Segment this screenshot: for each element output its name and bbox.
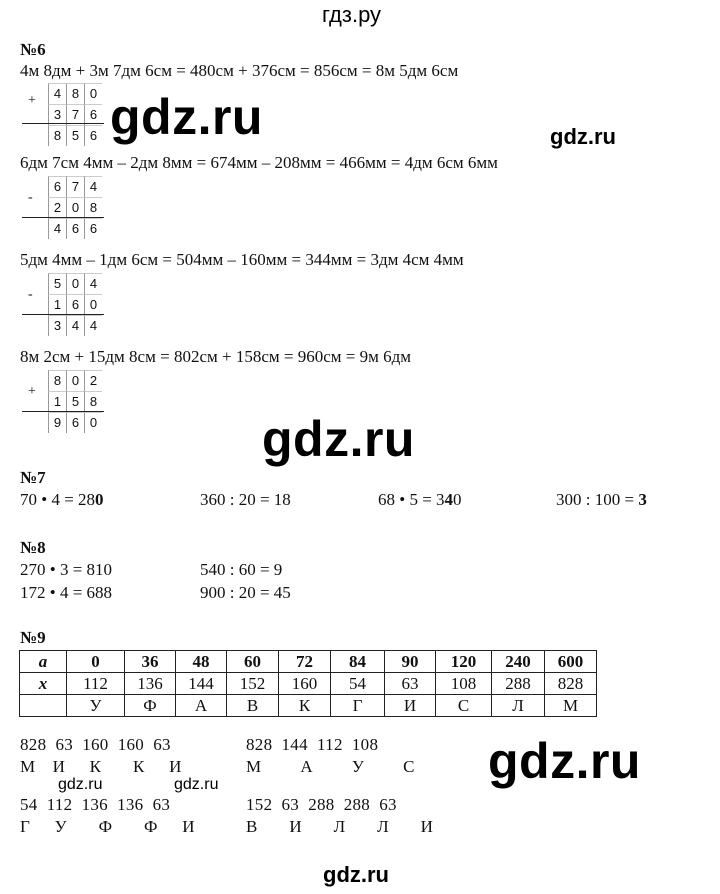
expression: 360 : 20 = 18	[200, 490, 291, 509]
sum-rule	[22, 123, 104, 124]
expression-tail: 0	[453, 490, 462, 509]
table-row-a	[20, 651, 597, 673]
digit: 4	[48, 83, 66, 104]
digit: 1	[48, 294, 66, 315]
decode-nums-2: 828 144 112 108	[246, 735, 379, 754]
digit: 8	[48, 370, 66, 391]
table-cell: С	[436, 695, 492, 717]
digit: 8	[66, 83, 84, 104]
expression: 300 : 100 =	[556, 490, 639, 509]
sum-rule	[22, 411, 104, 412]
bold-digit: 4	[444, 490, 454, 509]
decode-nums-4: 152 63 288 288 63	[246, 795, 397, 814]
table-cell: В	[227, 695, 279, 717]
task8-item-2: 540 : 60 = 9	[200, 560, 283, 579]
decode-nums-1: 828 63 160 160 63	[20, 735, 171, 754]
digit: 0	[66, 273, 84, 294]
calc-sign: +	[28, 93, 36, 108]
digit: 1	[48, 391, 66, 412]
table-cell: 136	[125, 673, 176, 695]
table-cell: 54	[331, 673, 385, 695]
task6-line-1: 4м 8дм + 3м 7дм 6см = 480см + 376см = 856см = 8м 5дм 6см	[20, 61, 459, 80]
digit: 7	[66, 176, 84, 197]
table-cell: 48	[176, 651, 227, 673]
task6-line-3: 5дм 4мм – 1дм 6см = 504мм – 160мм = 344мм = 3дм 4см 4мм	[20, 250, 464, 269]
task7-item-3	[378, 490, 462, 510]
digit: 3	[48, 315, 66, 336]
table-cell: 112	[67, 673, 125, 695]
digit: 2	[84, 370, 102, 391]
digit: 8	[84, 391, 102, 412]
task7-item-1	[20, 490, 104, 510]
digit: 7	[66, 104, 84, 125]
digit: 4	[66, 315, 84, 336]
decode-word-2: М А У С	[246, 757, 418, 776]
task7-heading: №7	[20, 468, 46, 487]
task6-line-4: 8м 2см + 15дм 8см = 802см + 158см = 960см = 9м 6дм	[20, 347, 412, 366]
digit: 4	[48, 218, 66, 239]
watermark-medium-1: gdz.ru	[550, 124, 616, 149]
table-cell: 63	[385, 673, 436, 695]
watermark-large-2: gdz.ru	[262, 411, 415, 467]
digit: 4	[84, 315, 102, 336]
table-row-x	[20, 673, 597, 695]
sum-rule	[22, 314, 104, 315]
task8-item-4: 900 : 20 = 45	[200, 583, 291, 602]
task9-heading: №9	[20, 628, 46, 647]
table-cell: 0	[67, 651, 125, 673]
digit: 0	[66, 370, 84, 391]
calc-sign: +	[28, 384, 36, 399]
calc-sign: -	[28, 190, 33, 205]
table-cell: 600	[545, 651, 597, 673]
task8-item-1: 270 • 3 = 810	[20, 560, 113, 579]
watermark-bottom: gdz.ru	[323, 862, 389, 887]
table-cell: 84	[331, 651, 385, 673]
table-cell: 36	[125, 651, 176, 673]
decode-word-3: Г У Ф Ф И	[20, 817, 198, 836]
table-cell: 160	[279, 673, 331, 695]
expression: 70 • 4 = 28	[20, 490, 96, 509]
task6-line-2: 6дм 7см 4мм – 2дм 8мм = 674мм – 208мм = 466мм = 4дм 6см 6мм	[20, 153, 498, 172]
table-cell: 120	[436, 651, 492, 673]
row-label: x	[20, 673, 67, 695]
task7-item-2	[200, 490, 291, 510]
decode-word-4: В И Л Л И	[246, 817, 436, 836]
digit: 6	[84, 104, 102, 125]
bold-digit: 0	[95, 490, 104, 509]
digit: 0	[84, 294, 102, 315]
top-watermark: гдз.ру	[322, 2, 382, 27]
sum-rule	[22, 217, 104, 218]
decode-word-1: М И К К И	[20, 757, 185, 776]
task8-item-3: 172 • 4 = 688	[20, 583, 113, 602]
table-cell: 144	[176, 673, 227, 695]
expression: 68 • 5 = 3	[378, 490, 445, 509]
values-table	[19, 650, 597, 717]
table-cell: А	[176, 695, 227, 717]
watermark-small-2: gdz.ru	[174, 776, 219, 793]
digit: 0	[66, 197, 84, 218]
digit: 4	[84, 273, 102, 294]
watermark-small-1: gdz.ru	[58, 776, 103, 793]
task8-heading: №8	[20, 538, 46, 557]
table-cell: 152	[227, 673, 279, 695]
digit: 2	[48, 197, 66, 218]
digit: 6	[66, 218, 84, 239]
digit: 8	[84, 197, 102, 218]
table-cell: Г	[331, 695, 385, 717]
calc-sign: -	[28, 287, 33, 302]
digit: 8	[48, 125, 66, 146]
digit: 3	[48, 104, 66, 125]
table-cell: 108	[436, 673, 492, 695]
table-cell: И	[385, 695, 436, 717]
digit: 4	[84, 176, 102, 197]
table-cell: У	[67, 695, 125, 717]
table-cell: 828	[545, 673, 597, 695]
digit: 6	[66, 294, 84, 315]
decode-nums-3: 54 112 136 136 63	[20, 795, 171, 814]
table-cell: 240	[492, 651, 545, 673]
table-cell: К	[279, 695, 331, 717]
table-cell: 72	[279, 651, 331, 673]
table-cell: Л	[492, 695, 545, 717]
bold-digit: 3	[638, 490, 647, 509]
table-row-letters	[20, 695, 597, 717]
row-label: a	[20, 651, 67, 673]
digit: 9	[48, 412, 66, 433]
digit: 0	[84, 412, 102, 433]
digit: 6	[84, 125, 102, 146]
digit: 6	[66, 412, 84, 433]
task7-item-4	[556, 490, 647, 510]
digit: 5	[66, 125, 84, 146]
digit: 5	[66, 391, 84, 412]
watermark-large-3: gdz.ru	[488, 733, 641, 789]
table-cell: 90	[385, 651, 436, 673]
digit: 5	[48, 273, 66, 294]
table-cell: Ф	[125, 695, 176, 717]
digit: 6	[84, 218, 102, 239]
row-label-empty	[20, 695, 67, 717]
digit: 0	[84, 83, 102, 104]
digit: 6	[48, 176, 66, 197]
table-cell: М	[545, 695, 597, 717]
watermark-large-1: gdz.ru	[110, 89, 263, 145]
task6-heading: №6	[20, 40, 46, 59]
table-cell: 288	[492, 673, 545, 695]
table-cell: 60	[227, 651, 279, 673]
